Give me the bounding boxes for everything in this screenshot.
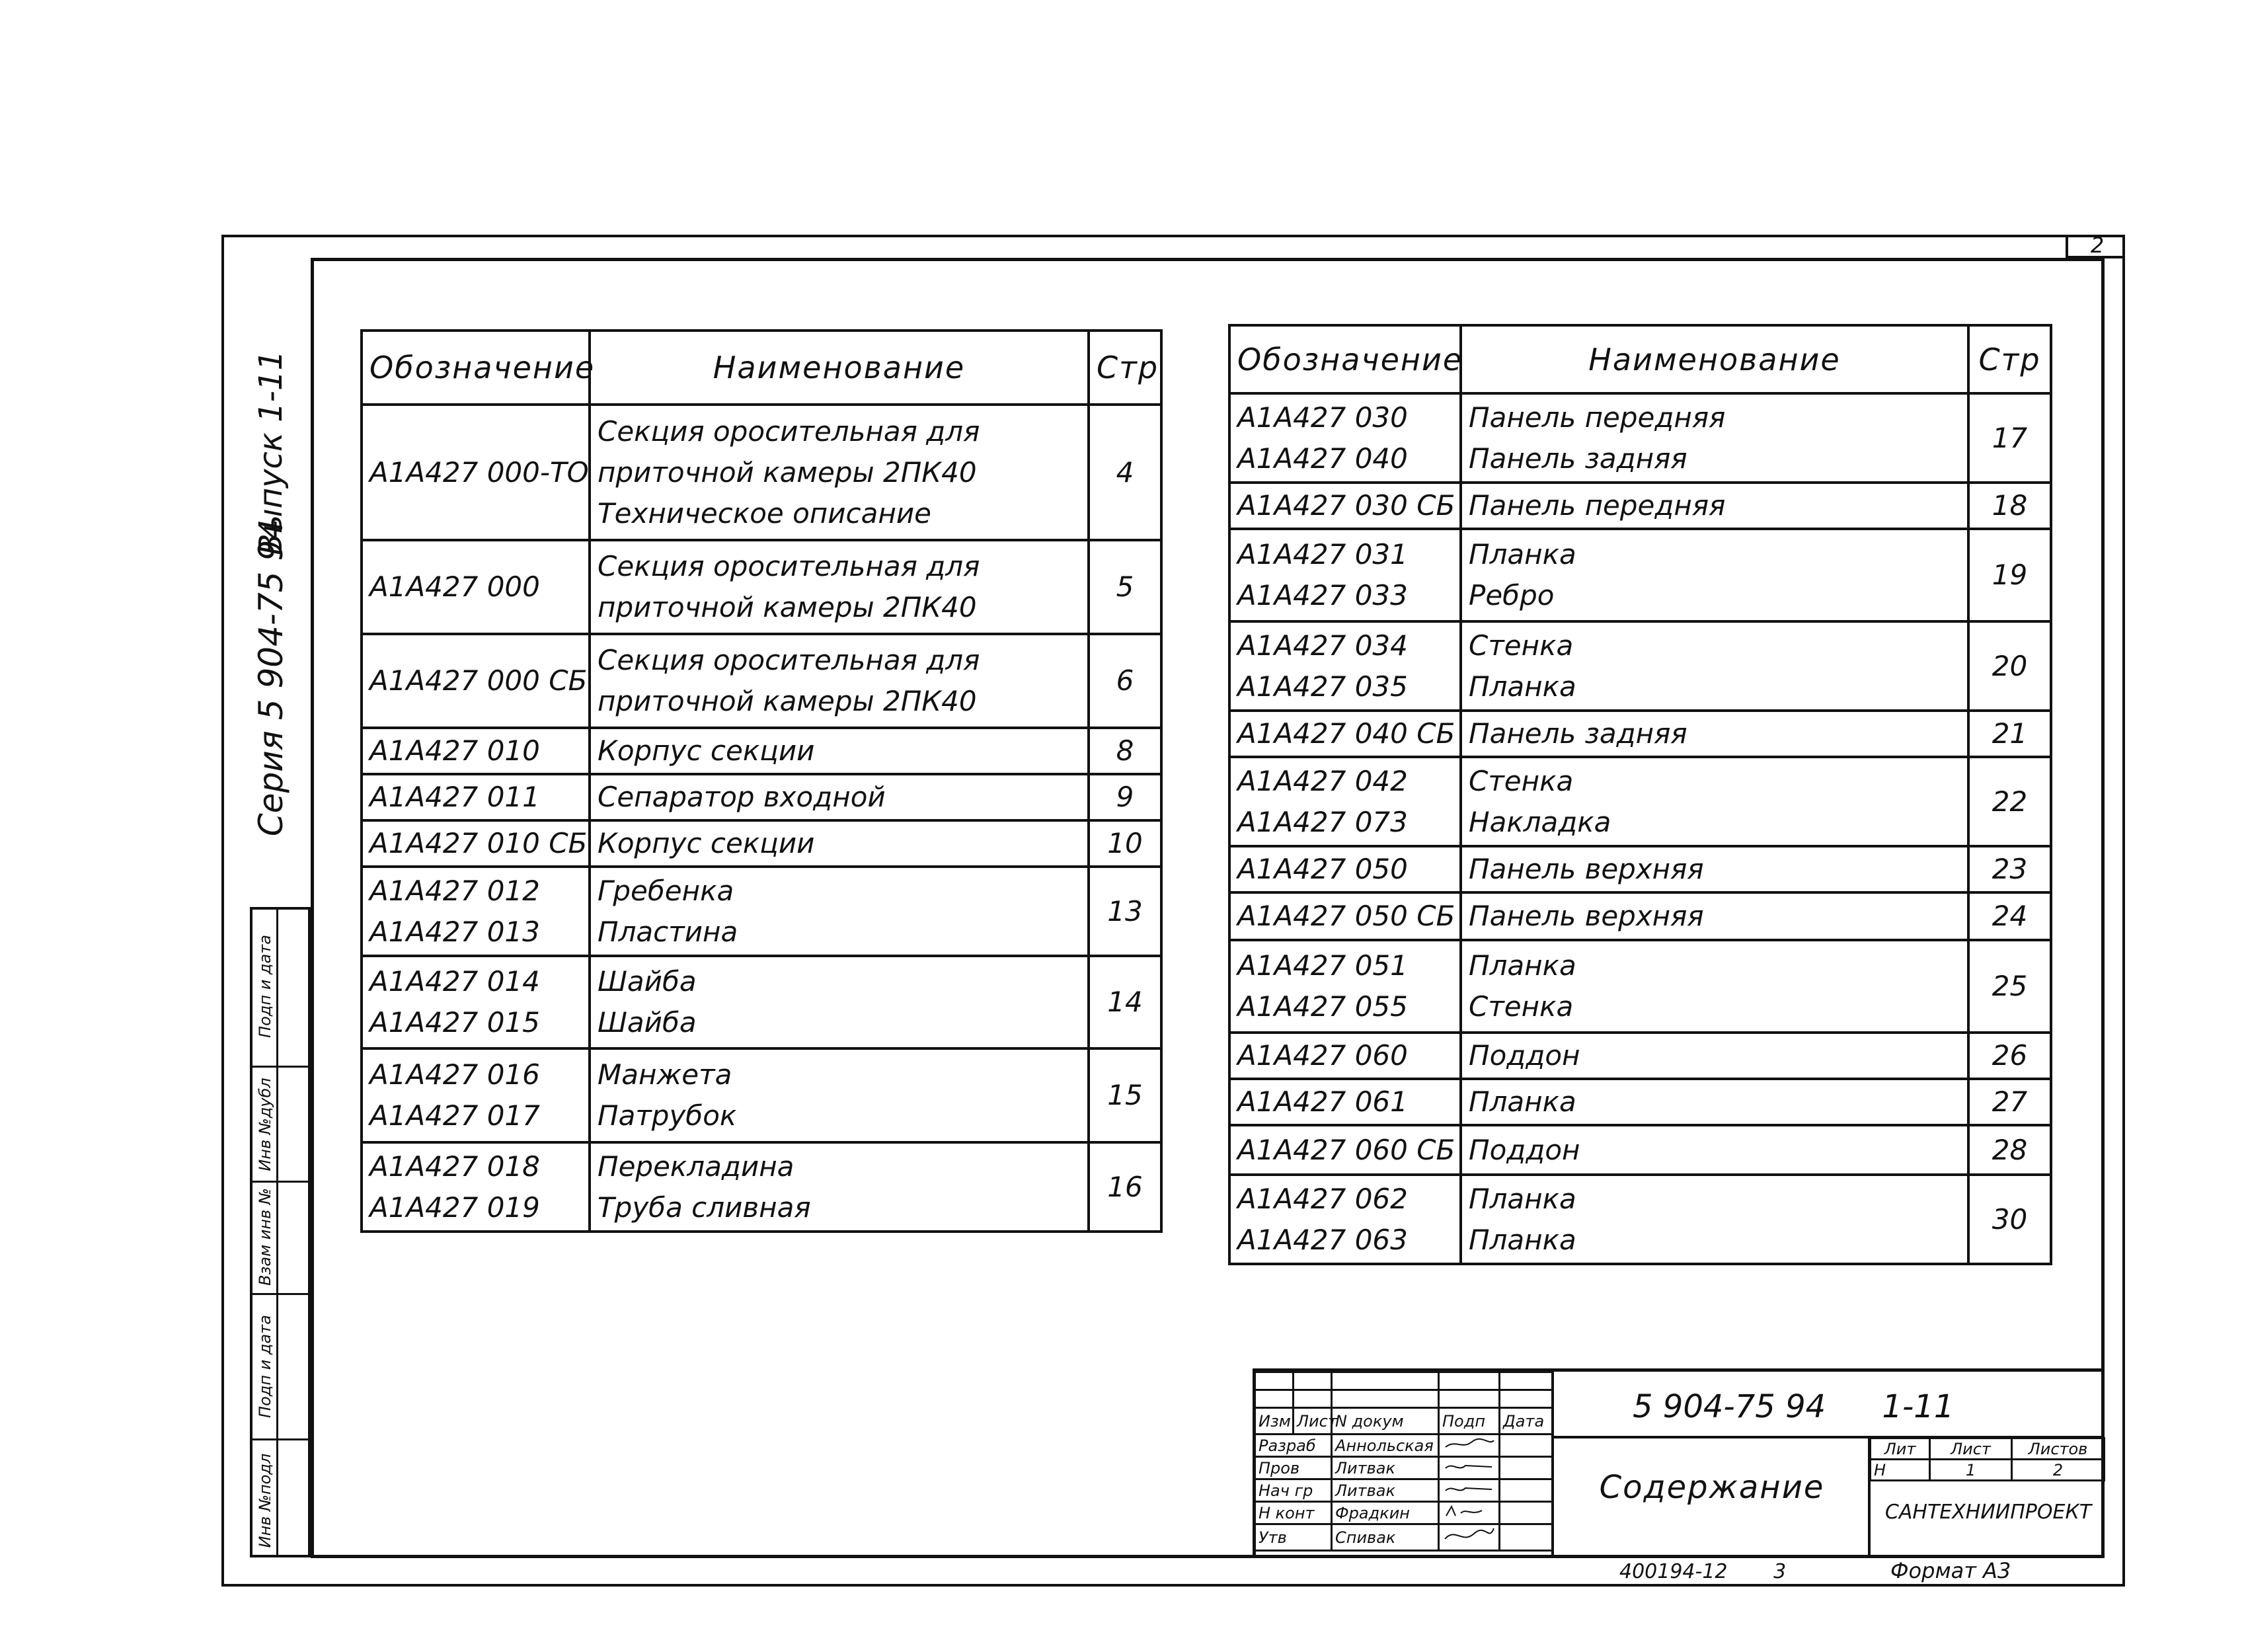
outer-frame-left bbox=[221, 235, 224, 1587]
table-row bbox=[362, 867, 1161, 956]
right-table-body bbox=[1229, 393, 2051, 1264]
row-code bbox=[362, 405, 590, 540]
row-name bbox=[1461, 1033, 1968, 1079]
title-block-header-row bbox=[1255, 1408, 1553, 1435]
name-line: Панель передняя bbox=[1469, 401, 1726, 434]
col-data: Дата bbox=[1500, 1408, 1553, 1435]
code-line: А1А427 017 bbox=[369, 1099, 540, 1132]
lit-label: Лит bbox=[1871, 1438, 1930, 1460]
row-code bbox=[362, 1142, 590, 1232]
code-line: А1А427 000 СБ bbox=[369, 664, 588, 697]
row-code bbox=[1229, 621, 1461, 711]
header-page: Стр bbox=[1089, 331, 1161, 405]
row-page: 21 bbox=[1968, 711, 2051, 757]
row-code bbox=[362, 1048, 590, 1142]
issue-label: Выпуск 1-11 bbox=[252, 350, 290, 556]
name-line: Секция оросительная для bbox=[598, 644, 980, 676]
name-line: Стенка bbox=[1469, 990, 1574, 1023]
row-page: 19 bbox=[1968, 529, 2051, 621]
contents-table-left bbox=[360, 329, 1163, 1233]
row-code bbox=[362, 774, 590, 820]
side-col-3: Взам инв № bbox=[256, 1188, 274, 1286]
side-col-2: Подп и дата bbox=[256, 1315, 274, 1418]
sheet-info-grid bbox=[1869, 1437, 2105, 1481]
table-row bbox=[1229, 711, 2051, 757]
code-line: А1А427 014 bbox=[369, 965, 540, 998]
table-row bbox=[1229, 483, 2051, 529]
row-page: 14 bbox=[1089, 956, 1161, 1048]
row-page: 26 bbox=[1968, 1033, 2051, 1079]
row-name bbox=[590, 956, 1089, 1048]
row-name bbox=[1461, 483, 1968, 529]
code-line: А1А427 042 bbox=[1237, 764, 1408, 797]
inventory-number: 400194-12 bbox=[1619, 1560, 1728, 1583]
code-line: А1А427 012 bbox=[369, 874, 540, 907]
row-page: 28 bbox=[1968, 1125, 2051, 1175]
code-line: А1А427 000-ТО bbox=[369, 455, 589, 489]
row-code bbox=[362, 728, 590, 774]
name-line: Пластина bbox=[598, 915, 738, 948]
footer-format: Формат А3 bbox=[1890, 1558, 2011, 1583]
name-line: Ребро bbox=[1469, 579, 1555, 611]
code-line: А1А427 060 bbox=[1237, 1039, 1408, 1072]
name-line: Панель передняя bbox=[1469, 489, 1726, 522]
row-name bbox=[590, 1048, 1089, 1142]
row-page: 24 bbox=[1968, 892, 2051, 940]
code-line: А1А427 060 СБ bbox=[1237, 1133, 1455, 1166]
sheet-number: 2 bbox=[2090, 233, 2105, 258]
outer-frame-right bbox=[2122, 235, 2125, 1587]
name-line: Труба сливная bbox=[598, 1191, 811, 1224]
col-izm: Изм bbox=[1255, 1408, 1294, 1435]
code-line: А1А427 010 bbox=[369, 734, 540, 767]
row-page: 17 bbox=[1968, 393, 2051, 483]
row-name bbox=[1461, 529, 1968, 621]
signature bbox=[1439, 1457, 1500, 1479]
table-row bbox=[1229, 1125, 2051, 1175]
row-code bbox=[362, 540, 590, 634]
name-line: Техническое описание bbox=[598, 496, 931, 530]
designation-issue: 1-11 bbox=[1882, 1388, 1955, 1425]
table-row bbox=[362, 634, 1161, 728]
code-line: А1А427 050 СБ bbox=[1237, 900, 1455, 932]
code-line: А1А427 061 bbox=[1237, 1085, 1408, 1118]
row-page: 6 bbox=[1089, 634, 1161, 728]
side-stamp-sep-1 bbox=[250, 1066, 311, 1068]
designation-code: 5 904-75 94 bbox=[1633, 1388, 1826, 1425]
row-page: 27 bbox=[1968, 1079, 2051, 1125]
table-row bbox=[1229, 1079, 2051, 1125]
signer-role: Пров bbox=[1255, 1457, 1332, 1479]
col-list: Лист bbox=[1294, 1408, 1332, 1435]
row-name bbox=[1461, 757, 1968, 846]
table-row bbox=[362, 540, 1161, 634]
header-code: Обозначение bbox=[362, 331, 590, 405]
code-line: А1А427 063 bbox=[1237, 1223, 1408, 1256]
header-name: Наименование bbox=[1461, 325, 1968, 393]
code-line: А1А427 018 bbox=[369, 1150, 540, 1183]
name-line: Планка bbox=[1469, 670, 1576, 703]
outer-frame-bottom bbox=[221, 1584, 2125, 1587]
code-line: А1А427 073 bbox=[1237, 805, 1408, 838]
name-line: Планка bbox=[1469, 1085, 1576, 1118]
name-line: Планка bbox=[1469, 538, 1576, 570]
signer-role: Н конт bbox=[1255, 1502, 1332, 1524]
sheets-value: 2 bbox=[2012, 1460, 2105, 1481]
code-line: А1А427 034 bbox=[1237, 629, 1408, 662]
col-podp: Подп bbox=[1439, 1408, 1500, 1435]
name-line: приточной камеры 2ПК40 bbox=[598, 455, 977, 489]
organization: САНТЕХНИИПРОЕКТ bbox=[1884, 1501, 2092, 1524]
row-name bbox=[590, 867, 1089, 956]
row-code bbox=[1229, 483, 1461, 529]
table-row bbox=[1229, 529, 2051, 621]
code-line: А1А427 050 bbox=[1237, 853, 1408, 885]
row-code bbox=[1229, 1079, 1461, 1125]
outer-frame-top bbox=[221, 235, 2125, 237]
row-page: 16 bbox=[1089, 1142, 1161, 1232]
name-line: Планка bbox=[1469, 1182, 1576, 1215]
name-line: Шайба bbox=[598, 1006, 697, 1039]
signer-name: Спивак bbox=[1332, 1524, 1439, 1551]
signature bbox=[1439, 1479, 1500, 1502]
row-page: 5 bbox=[1089, 540, 1161, 634]
table-row bbox=[362, 1048, 1161, 1142]
row-code bbox=[362, 634, 590, 728]
signer-row bbox=[1255, 1435, 1553, 1457]
name-line: Стенка bbox=[1469, 629, 1574, 662]
row-name bbox=[590, 1142, 1089, 1232]
code-line: А1А427 062 bbox=[1237, 1182, 1408, 1215]
name-line: Секция оросительная для bbox=[598, 550, 980, 582]
table-row bbox=[1229, 892, 2051, 940]
name-line: Панель верхняя bbox=[1469, 900, 1704, 932]
row-code bbox=[362, 956, 590, 1048]
row-code bbox=[1229, 393, 1461, 483]
table-row bbox=[1229, 846, 2051, 892]
row-name bbox=[590, 405, 1089, 540]
table-row bbox=[1229, 393, 2051, 483]
signer-role: Разраб bbox=[1255, 1435, 1332, 1457]
row-name bbox=[590, 820, 1089, 867]
row-name bbox=[1461, 1125, 1968, 1175]
signature bbox=[1439, 1524, 1500, 1551]
row-page: 15 bbox=[1089, 1048, 1161, 1142]
row-page: 18 bbox=[1968, 483, 2051, 529]
code-line: А1А427 033 bbox=[1237, 579, 1408, 611]
signer-row bbox=[1255, 1457, 1553, 1479]
signer-name: Литвак bbox=[1332, 1479, 1439, 1502]
row-name bbox=[590, 774, 1089, 820]
code-line: А1А427 035 bbox=[1237, 670, 1408, 703]
signer-role: Нач гр bbox=[1255, 1479, 1332, 1502]
side-col-5: Подп и дата bbox=[256, 935, 274, 1038]
row-page: 10 bbox=[1089, 820, 1161, 867]
name-line: Планка bbox=[1469, 949, 1576, 982]
row-name bbox=[1461, 1079, 1968, 1125]
name-line: Планка bbox=[1469, 1223, 1576, 1256]
row-code bbox=[1229, 711, 1461, 757]
table-row bbox=[362, 774, 1161, 820]
row-code bbox=[1229, 757, 1461, 846]
name-line: Поддон bbox=[1469, 1133, 1580, 1166]
name-line: Поддон bbox=[1469, 1039, 1580, 1072]
signer-name: Литвак bbox=[1332, 1457, 1439, 1479]
row-code bbox=[362, 820, 590, 867]
header-name: Наименование bbox=[590, 331, 1089, 405]
left-table-body bbox=[362, 405, 1161, 1232]
signer-name: Аннольская bbox=[1332, 1435, 1439, 1457]
row-page: 25 bbox=[1968, 940, 2051, 1033]
row-name bbox=[590, 728, 1089, 774]
row-page: 8 bbox=[1089, 728, 1161, 774]
header-code: Обозначение bbox=[1229, 325, 1461, 393]
inner-frame-left bbox=[311, 258, 314, 1557]
col-ndokum: N докум bbox=[1332, 1408, 1439, 1435]
inner-frame-right bbox=[2101, 258, 2105, 1558]
tb-designation bbox=[1633, 1388, 1954, 1425]
tb-vertical-main bbox=[1551, 1368, 1554, 1557]
side-stamp-sep-3 bbox=[250, 1293, 311, 1295]
row-name bbox=[1461, 393, 1968, 483]
copy-number: 3 bbox=[1773, 1560, 1787, 1583]
row-code bbox=[1229, 940, 1461, 1033]
code-line: А1А427 013 bbox=[369, 915, 540, 948]
row-page: 22 bbox=[1968, 757, 2051, 846]
sheet-value: 1 bbox=[1930, 1460, 2012, 1481]
header-page: Стр bbox=[1968, 325, 2051, 393]
table-row bbox=[1229, 757, 2051, 846]
row-code bbox=[1229, 1033, 1461, 1079]
name-line: Секция оросительная для bbox=[598, 414, 980, 448]
row-name bbox=[1461, 892, 1968, 940]
name-line: Манжета bbox=[598, 1058, 732, 1091]
signer-row bbox=[1255, 1502, 1553, 1524]
table-row bbox=[362, 405, 1161, 540]
name-line: Стенка bbox=[1469, 764, 1574, 797]
row-name bbox=[590, 540, 1089, 634]
name-line: приточной камеры 2ПК40 bbox=[598, 591, 977, 623]
name-line: приточной камеры 2ПК40 bbox=[598, 685, 977, 717]
table-row bbox=[1229, 1033, 2051, 1079]
code-line: А1А427 051 bbox=[1237, 949, 1408, 982]
name-line: Панель задняя bbox=[1469, 717, 1687, 750]
title-block-grid bbox=[1254, 1371, 1553, 1552]
signer-name: Фрадкин bbox=[1332, 1502, 1439, 1524]
row-code bbox=[1229, 846, 1461, 892]
name-line: Накладка bbox=[1469, 805, 1611, 838]
code-line: А1А427 019 bbox=[369, 1191, 540, 1224]
row-name bbox=[1461, 846, 1968, 892]
row-page: 4 bbox=[1089, 405, 1161, 540]
code-line: А1А427 000 bbox=[369, 570, 540, 603]
table-row bbox=[362, 820, 1161, 867]
code-line: А1А427 055 bbox=[1237, 990, 1408, 1023]
side-col-4: Инв №дубл bbox=[256, 1078, 274, 1171]
code-line: А1А427 010 СБ bbox=[369, 827, 588, 859]
signer-row bbox=[1255, 1524, 1553, 1551]
code-line: А1А427 031 bbox=[1237, 538, 1408, 570]
name-line: Сепаратор входной bbox=[598, 781, 886, 813]
code-line: А1А427 015 bbox=[369, 1006, 540, 1039]
document-title: Содержание bbox=[1599, 1469, 1825, 1506]
side-stamp-sep-4 bbox=[250, 1438, 311, 1440]
row-name bbox=[1461, 621, 1968, 711]
row-code bbox=[1229, 892, 1461, 940]
row-page: 13 bbox=[1089, 867, 1161, 956]
row-code bbox=[1229, 529, 1461, 621]
footer-inventory bbox=[1619, 1560, 1786, 1583]
code-line: А1А427 040 bbox=[1237, 442, 1408, 475]
code-line: А1А427 011 bbox=[369, 781, 540, 813]
signature bbox=[1439, 1502, 1500, 1524]
inner-frame-top bbox=[312, 258, 2105, 261]
row-code bbox=[1229, 1125, 1461, 1175]
table-row bbox=[362, 1142, 1161, 1232]
signer-role: Утв bbox=[1255, 1524, 1332, 1551]
table-row bbox=[1229, 621, 2051, 711]
row-page: 30 bbox=[1968, 1175, 2051, 1264]
name-line: Гребенка bbox=[598, 874, 734, 907]
code-line: А1А427 030 СБ bbox=[1237, 489, 1455, 522]
table-row bbox=[1229, 1175, 2051, 1264]
name-line: Перекладина bbox=[598, 1150, 794, 1183]
row-name bbox=[590, 634, 1089, 728]
code-line: А1А427 030 bbox=[1237, 401, 1408, 434]
signer-row bbox=[1255, 1479, 1553, 1502]
row-name bbox=[1461, 940, 1968, 1033]
lit-value: Н bbox=[1871, 1460, 1930, 1481]
side-col-1: Инв №подл bbox=[256, 1453, 274, 1548]
name-line: Шайба bbox=[598, 965, 697, 998]
name-line: Панель задняя bbox=[1469, 442, 1687, 475]
table-row bbox=[362, 728, 1161, 774]
row-page: 23 bbox=[1968, 846, 2051, 892]
sheet-label: Лист bbox=[1930, 1438, 2012, 1460]
code-line: А1А427 040 СБ bbox=[1237, 717, 1455, 750]
row-name bbox=[1461, 1175, 1968, 1264]
series-label: Серия 5 904-75 94 bbox=[252, 518, 290, 837]
sheets-label: Листов bbox=[2012, 1438, 2105, 1460]
name-line: Патрубок bbox=[598, 1099, 737, 1132]
table-row bbox=[362, 956, 1161, 1048]
code-line: А1А427 016 bbox=[369, 1058, 540, 1091]
contents-table-right bbox=[1228, 324, 2052, 1265]
row-page: 20 bbox=[1968, 621, 2051, 711]
name-line: Корпус секции bbox=[598, 734, 815, 767]
row-name bbox=[1461, 711, 1968, 757]
row-code bbox=[362, 867, 590, 956]
row-code bbox=[1229, 1175, 1461, 1264]
name-line: Панель верхняя bbox=[1469, 853, 1704, 885]
signature bbox=[1439, 1435, 1500, 1457]
row-page: 9 bbox=[1089, 774, 1161, 820]
table-row bbox=[1229, 940, 2051, 1033]
name-line: Корпус секции bbox=[598, 827, 815, 859]
